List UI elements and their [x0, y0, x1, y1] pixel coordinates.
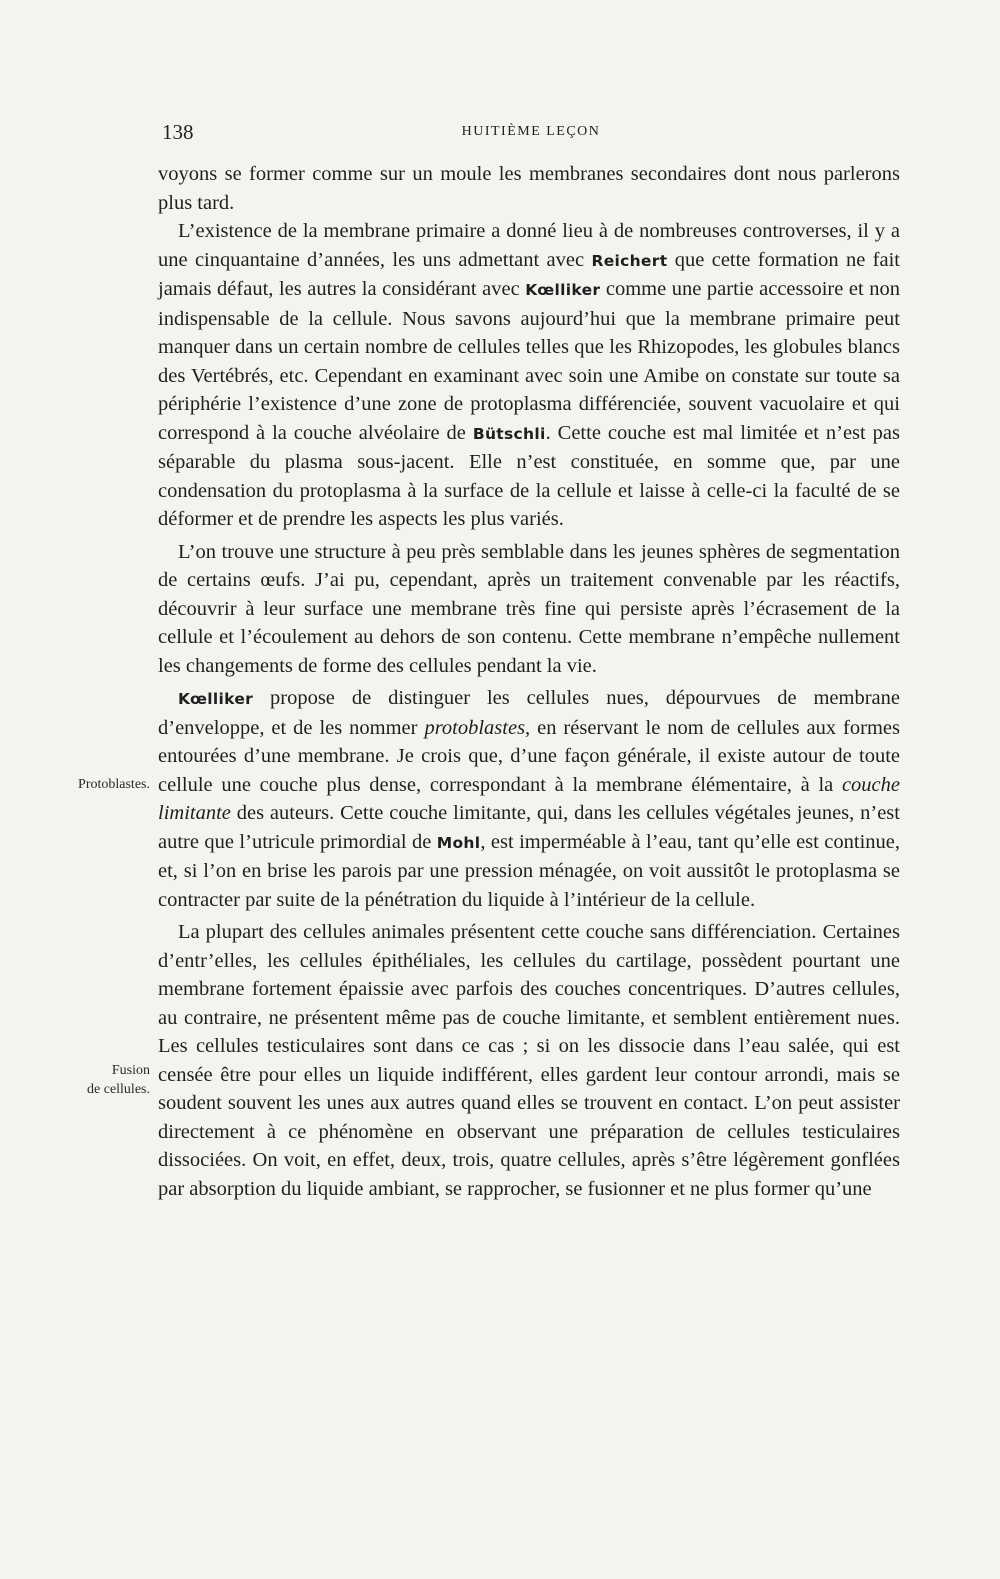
paragraph-4	[158, 684, 900, 914]
paragraph-2-part-a: L’existence de la membrane primaire a donné lieu à de nombreuses controverses, il y a une cinquantaine d’années, les uns admettant avec	[158, 220, 900, 271]
body-text	[158, 160, 900, 1203]
author-name-mohl: Mohl	[436, 833, 481, 852]
paragraph-2-part-c: comme une partie accessoire et non indispensable de la cellule. Nous savons aujourd’hui que la membrane primaire peut manquer dans un certain nombre de cellules telles que les Rhizopodes, les globules blancs des Vertébrés, etc. Cependant en examinant avec soin une Amibe on constate sur toute sa périphérie l’existence d’une zone de protoplasma différenciée, souvent vacuolaire et qui correspond à la couche alvéolaire de	[158, 278, 900, 444]
paragraph-2	[158, 217, 900, 534]
author-name-koelliker: Kœlliker	[525, 281, 601, 299]
paragraph-3: L’on trouve une structure à peu près semblable dans les jeunes sphères de segmentation de certains œufs. J’ai pu, cependant, après un traitement convenable par les réactifs, découvrir à leur surface une membrane très fine qui persiste après l’écrasement de la cellule et l’écoulement au dehors de son contenu. Cette membrane n’empêche nullement les changements de forme des cellules pendant la vie.	[158, 540, 900, 677]
paragraph-5: La plupart des cellules animales présentent cette couche sans différenciation. Certaines d’entr’elles, les cellules épithéliales, les cellules du cartilage, possèdent pourtant une membrane fortement épaissie avec parfois des couches concentriques. D’autres cellules, au contraire, ne présentent même pas de couche limitante, et semblent entièrement nues. Les cellules testiculaires sont dans ce cas ; si on les dissocie dans l’eau salée, qui est censée être pour elles un liquide indifférent, elles gardent leur contour arrondi, mais se soudent souvent les unes aux autres quand elles se trouvent en contact. L’on peut assister directement à ce phénomène en observant une préparation de cellules testiculaires dissociées. On voit, en effet, deux, trois, quatre cellules, après s’être légèrement gonflées par absorption du liquide ambiant, se rapprocher, se fusionner et ne plus former qu’une	[158, 921, 900, 1200]
paragraph-4-part-b: , en réservant le nom de cellules aux formes entourées d’une membrane. Je crois que, d’une façon générale, il existe autour de toute cellule une couche plus dense, correspondant à la membrane élémentaire, à la	[158, 716, 900, 796]
page-header	[162, 120, 900, 150]
page-number: 138	[162, 120, 194, 144]
margin-note-fusion-line2: de cellules.	[87, 1082, 150, 1097]
author-name-reichert: Reichert	[591, 251, 668, 270]
paragraph-2-part-b: que cette formation ne fait jamais défaut, les autres la considérant avec	[158, 248, 900, 300]
term-protoblastes: protoblastes	[424, 716, 526, 739]
term-couche-limitante: couche limitante	[158, 773, 900, 824]
margin-note-fusion	[20, 1061, 150, 1099]
margin-note-protoblastes	[20, 775, 150, 794]
paragraph-1: voyons se former comme sur un moule les membranes secondaires dont nous parlerons plus tard.	[158, 163, 900, 214]
margin-note-protoblastes-text: Protoblastes.	[78, 777, 150, 792]
paragraph-4-part-c: des auteurs. Cette couche limitante, qui, dans les cellules végétales jeunes, n’est autre que l’utricule primordial de	[158, 802, 900, 853]
paragraph-4-part-d: , est imperméable à l’eau, tant qu’elle est continue, et, si l’on en brise les parois par une pression ménagée, on voit aussitôt le protoplasma se contracter par suite de la pénétration du liquide à l’intérieur de la cellule.	[158, 830, 900, 911]
author-name-koelliker-2: Kœlliker	[178, 690, 254, 708]
margin-note-fusion-line1: Fusion	[111, 1063, 150, 1078]
running-title: HUITIÈME LEÇON	[461, 124, 601, 139]
paragraph-2-part-d: . Cette couche est mal limitée et n’est pas séparable du plasma sous-jacent. Elle n’est constituée, en somme que, par une condensation du protoplasma à la surface de la cellule et laisse à celle-ci la faculté de se déformer et de prendre les aspects les plus variés.	[158, 421, 900, 530]
author-name-butschli: Bütschli	[472, 424, 546, 443]
paragraph-4-part-a: propose de distinguer les cellules nues, dépourvues de membrane d’enveloppe, et de les nommer	[158, 687, 900, 739]
